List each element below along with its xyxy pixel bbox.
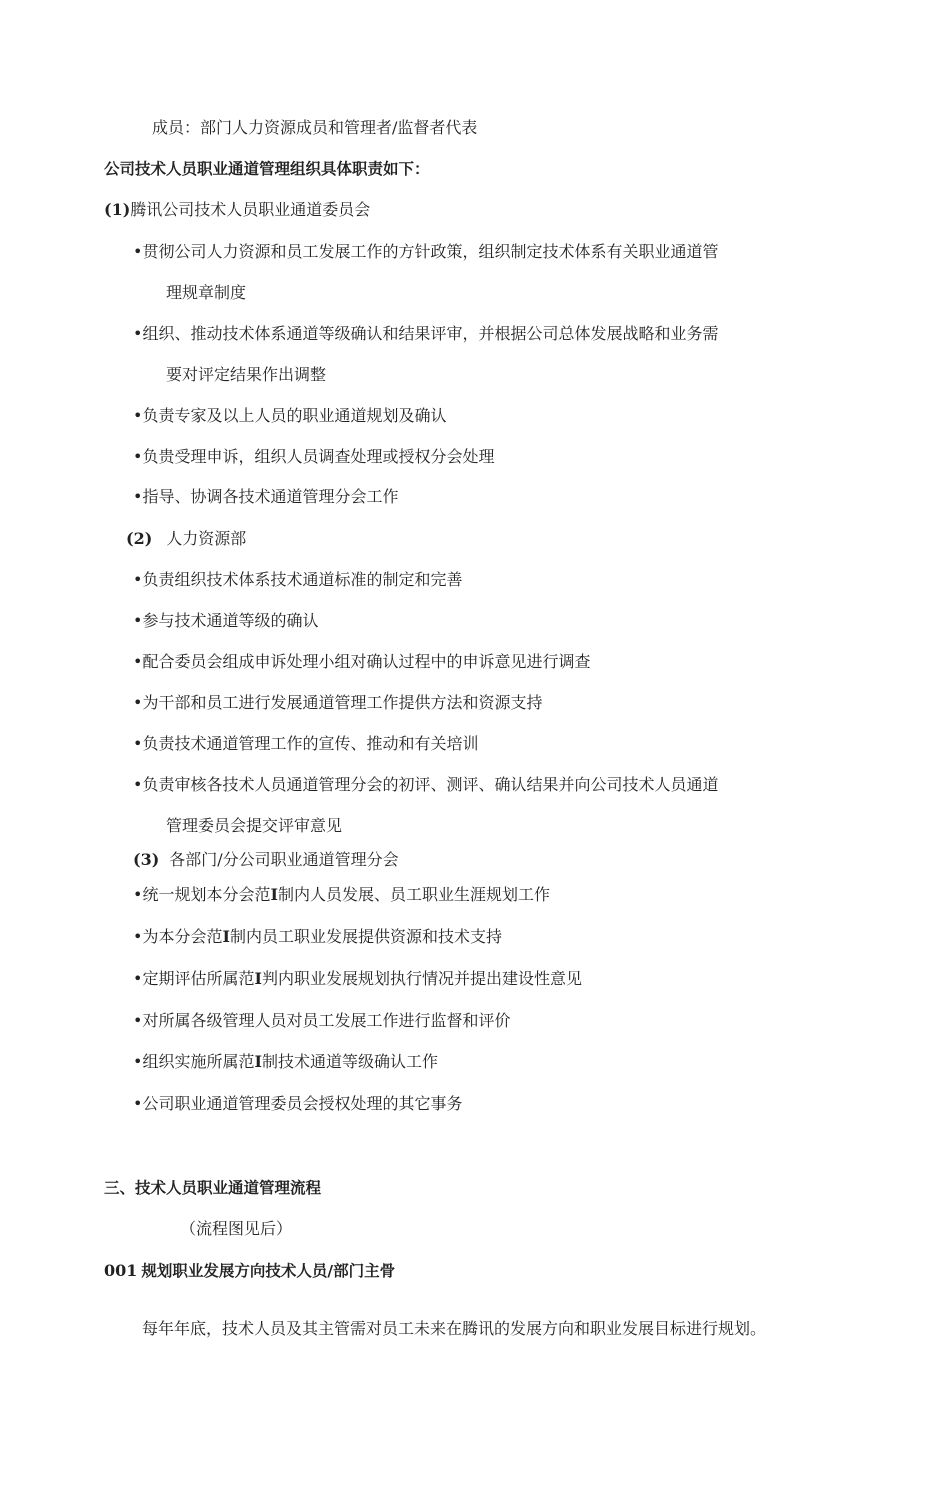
list-item: •负责组织技术体系技术通道标准的制定和完善 — [133, 570, 463, 589]
list-item: •负责专家及以上人员的职业通道规划及确认 — [133, 406, 447, 425]
list-item: •指导、协调各技术通道管理分会工作 — [133, 487, 399, 506]
step-number: 001 — [104, 1261, 138, 1280]
list-item: •负责审核各技术人员通道管理分会的初评、测评、确认结果并向公司技术人员通道 — [133, 775, 719, 794]
flow-note: （流程图见后） — [180, 1219, 293, 1238]
section3-heading — [133, 850, 399, 870]
chapter-title: 三、技术人员职业通道管理流程 — [104, 1179, 322, 1197]
section1-title: 腾讯公司技术人员职业通道委员会 — [130, 200, 371, 219]
section3-title: 各部门/分公司职业通道管理分会 — [169, 850, 399, 869]
section1-number: (1) — [104, 200, 131, 219]
list-item: •组织实施所属范I制技术通道等级确认工作 — [133, 1052, 438, 1071]
section2-number: (2) — [126, 529, 153, 548]
list-item: •统一规划本分会范I制内人员发展、员工职业生涯规划工作 — [133, 885, 550, 904]
section2-title: 人力资源部 — [166, 529, 247, 548]
list-item: •参与技术通道等级的确认 — [133, 611, 319, 630]
list-item: •负责技术通道管理工作的宣传、推动和有关培训 — [133, 734, 479, 753]
list-item: •组织、推动技术体系通道等级确认和结果评审，并根据公司总体发展战略和业务需 — [133, 324, 719, 343]
list-item-continuation: 管理委员会提交评审意见 — [166, 816, 343, 835]
section1-heading — [104, 200, 370, 220]
list-item: •对所属各级管理人员对员工发展工作进行监督和评价 — [133, 1011, 511, 1030]
list-item: •为本分会范I制内员工职业发展提供资源和技术支持 — [133, 927, 502, 946]
duties-heading: 公司技术人员职业通道管理组织具体职责如下： — [104, 160, 430, 178]
section3-number: (3) — [133, 850, 160, 869]
section2-heading — [126, 529, 246, 549]
list-item: •配合委员会组成申诉处理小组对确认过程中的申诉意见进行调查 — [133, 652, 591, 671]
list-item: •公司职业通道管理委员会授权处理的其它事务 — [133, 1094, 463, 1113]
list-item: •负贵受理申诉，组织人员调查处理或授权分会处理 — [133, 447, 495, 466]
step-title: 规划职业发展方向技术人员/部门主骨 — [141, 1262, 396, 1280]
body-paragraph: 每年年底，技术人员及其主管需对员工未来在腾讯的发展方向和职业发展目标进行规划。 — [142, 1319, 767, 1338]
list-item: •为干部和员工进行发展通道管理工作提供方法和资源支持 — [133, 693, 543, 712]
step-heading — [104, 1261, 395, 1281]
list-item: •贯彻公司人力资源和员工发展工作的方针政策，组织制定技术体系有关职业通道管 — [133, 242, 719, 261]
list-item-continuation: 要对评定结果作出调整 — [166, 365, 327, 384]
list-item: •定期评估所属范I判内职业发展规划执行情况并提出建设性意见 — [133, 969, 582, 988]
members-line: 成员：部门人力资源成员和管理者/监督者代表 — [152, 118, 478, 137]
list-item-continuation: 理规章制度 — [166, 283, 247, 302]
